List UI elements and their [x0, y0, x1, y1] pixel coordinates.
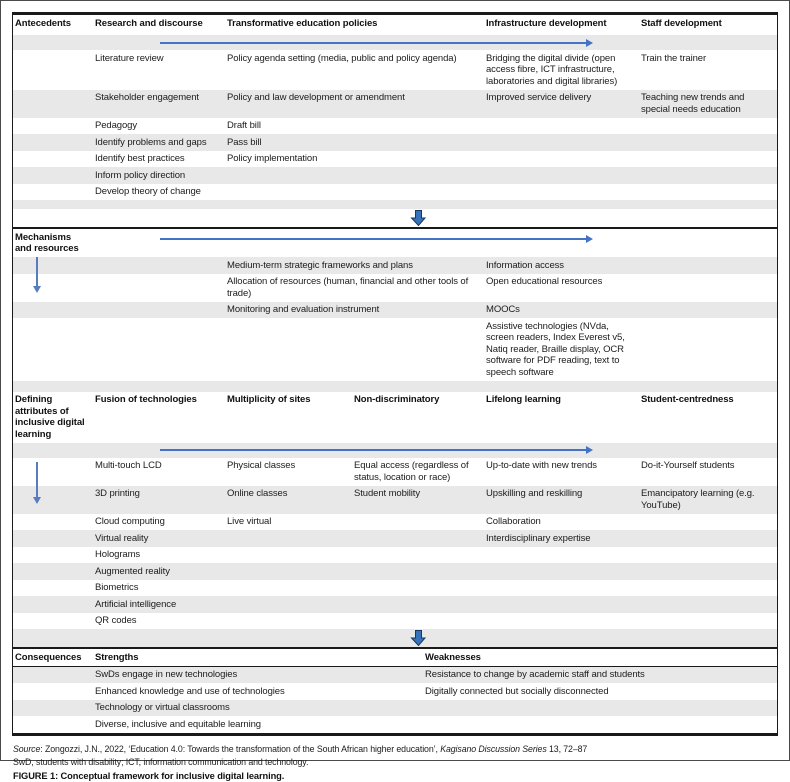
- arrow-right-icon: [160, 42, 587, 44]
- section-defining-attributes: [13, 392, 777, 648]
- section-antecedents: [13, 15, 777, 227]
- block-arrow-down-icon: [411, 630, 426, 646]
- table-cell: Artificial intelligence: [93, 596, 225, 613]
- table-cell: Digitally connected but socially disconnected: [423, 683, 776, 700]
- table-cell: Bridging the digital divide (open access fibre, ICT infrastructure, laboratories and digital libraries): [484, 50, 639, 90]
- table-cell: Biometrics: [93, 580, 225, 597]
- table-cell: Augmented reality: [93, 563, 225, 580]
- table-row: [13, 151, 777, 168]
- table-cell: Cloud computing: [93, 514, 225, 531]
- column-header-weaknesses: Weaknesses: [423, 649, 776, 666]
- table-cell: Monitoring and evaluation instrument: [225, 302, 484, 319]
- section-mechanisms-and-resources: [13, 227, 777, 392]
- arrow-down-icon: [36, 462, 38, 498]
- table-cell: Upskilling and reskilling: [484, 486, 639, 503]
- column-header-strengths: Strengths: [93, 649, 423, 666]
- table-row: [13, 318, 777, 381]
- header-row-mechanisms: [13, 229, 777, 257]
- table-cell: Up-to-date with new trends: [484, 458, 639, 475]
- table-cell: Identify problems and gaps: [93, 134, 225, 151]
- table-row: [13, 274, 777, 302]
- table-row: [13, 118, 777, 135]
- column-header-staff-development: Staff development: [639, 15, 776, 32]
- table-cell: Live virtual: [225, 514, 352, 531]
- source-text: : Zongozzi, J.N., 2022, ‘Education 4.0: Towards the transformation of the South African higher education’,: [40, 744, 440, 754]
- table-row: [13, 700, 777, 717]
- column-header-fusion-of-technologies: Fusion of technologies: [93, 392, 225, 409]
- table-cell: Policy implementation: [225, 151, 484, 168]
- table-row: [13, 50, 777, 90]
- arrow-down-icon: [36, 257, 38, 287]
- table-row: [13, 486, 777, 514]
- table-cell: MOOCs: [484, 302, 639, 319]
- table-row: [13, 167, 777, 184]
- table-cell: Allocation of resources (human, financial and other tools of trade): [225, 274, 484, 302]
- figure-caption-label: FIGURE 1:: [13, 771, 58, 781]
- table-cell: Pedagogy: [93, 118, 225, 135]
- row-label-antecedents: Antecedents: [13, 15, 93, 32]
- flow-down-row: [13, 209, 777, 227]
- table-row: [13, 134, 777, 151]
- header-row-defining-attributes: [13, 392, 777, 443]
- table-cell: Equal access (regardless of status, location or race): [352, 458, 484, 486]
- table-cell: Emancipatory learning (e.g. YouTube): [639, 486, 776, 514]
- table-cell: Interdisciplinary expertise: [484, 530, 639, 547]
- table-row: [13, 547, 777, 564]
- table-cell: Policy and law development or amendment: [225, 90, 484, 107]
- spacer-row: [13, 381, 777, 392]
- source-series-title: Kagisano Discussion Series: [440, 744, 546, 754]
- arrow-right-icon: [160, 238, 587, 240]
- column-header-transformative-education-policies: Transformative education policies: [225, 15, 484, 32]
- table-cell: Pass bill: [225, 134, 484, 151]
- table-row: [13, 90, 777, 118]
- table-cell: Literature review: [93, 50, 225, 67]
- table-cell: Online classes: [225, 486, 352, 503]
- figure-footer: [13, 744, 777, 782]
- table-cell: Assistive technologies (NVda, screen readers, Index Everest v5, Natiq reader, Braille display, OCR software for PDF reading, text to speech software: [484, 318, 639, 381]
- table-cell: Teaching new trends and special needs education: [639, 90, 776, 118]
- column-header-infrastructure-development: Infrastructure development: [484, 15, 639, 32]
- column-header-multiplicity-of-sites: Multiplicity of sites: [225, 392, 352, 409]
- column-header-research-and-discourse: Research and discourse: [93, 15, 225, 32]
- table-row: [13, 716, 777, 733]
- arrow-right-icon: [160, 449, 587, 451]
- figure-caption: [13, 771, 777, 782]
- table-cell: QR codes: [93, 613, 225, 630]
- header-row-consequences: [13, 649, 777, 667]
- table-cell: 3D printing: [93, 486, 225, 503]
- table-cell: Inform policy direction: [93, 167, 225, 184]
- figure-caption-text: Conceptual framework for inclusive digital learning.: [58, 771, 284, 781]
- column-header-lifelong-learning: Lifelong learning: [484, 392, 639, 409]
- column-header-student-centredness: Student-centredness: [639, 392, 776, 409]
- table-row: [13, 580, 777, 597]
- row-label-defining-attributes: Defining attributes of inclusive digital learning: [13, 392, 93, 443]
- table-cell: Develop theory of change: [93, 184, 225, 201]
- table-cell: Physical classes: [225, 458, 352, 475]
- table-cell: Collaboration: [484, 514, 639, 531]
- flow-arrow-row: [13, 443, 777, 458]
- table-cell: Technology or virtual classrooms: [93, 700, 423, 717]
- table-row: [13, 514, 777, 531]
- table-row: [13, 184, 777, 201]
- flow-arrow-row: [13, 35, 777, 50]
- table-row: [13, 683, 777, 700]
- table-cell: Diverse, inclusive and equitable learning: [93, 716, 423, 733]
- table-cell: Identify best practices: [93, 151, 225, 168]
- table-row: [13, 563, 777, 580]
- table-cell: Information access: [484, 257, 639, 274]
- table-cell: Multi-touch LCD: [93, 458, 225, 475]
- table-cell: Stakeholder engagement: [93, 90, 225, 107]
- section-consequences: [13, 647, 777, 733]
- abbreviation-note: SwD, students with disability; ICT, information communication and technology.: [13, 757, 777, 768]
- block-arrow-down-icon: [411, 210, 426, 226]
- column-header-non-discriminatory: Non-discriminatory: [352, 392, 484, 409]
- table-cell: Student mobility: [352, 486, 484, 503]
- table-cell: SwDs engage in new technologies: [93, 667, 423, 684]
- table-row: [13, 302, 777, 319]
- table-row: [13, 257, 777, 274]
- framework-table: [12, 12, 778, 736]
- table-cell: Train the trainer: [639, 50, 776, 67]
- table-row: [13, 596, 777, 613]
- table-row: [13, 458, 777, 486]
- table-cell: Open educational resources: [484, 274, 639, 291]
- source-pages: 13, 72–87: [547, 744, 588, 754]
- row-label-consequences: Consequences: [13, 649, 93, 666]
- table-row: [13, 613, 777, 630]
- table-row: [13, 667, 777, 684]
- table-cell: Resistance to change by academic staff and students: [423, 667, 776, 684]
- table-cell: Holograms: [93, 547, 225, 564]
- table-cell: Improved service delivery: [484, 90, 639, 107]
- spacer-row: [13, 200, 777, 209]
- table-cell: Policy agenda setting (media, public and policy agenda): [225, 50, 484, 67]
- table-row: [13, 530, 777, 547]
- header-row-antecedents: [13, 15, 777, 35]
- table-cell: Enhanced knowledge and use of technologies: [93, 683, 423, 700]
- source-label: Source: [13, 744, 40, 754]
- table-cell: Virtual reality: [93, 530, 225, 547]
- row-label-mechanisms-and-resources: Mechanisms and resources: [13, 229, 93, 257]
- table-cell: Medium-term strategic frameworks and plans: [225, 257, 484, 274]
- table-cell: Draft bill: [225, 118, 484, 135]
- flow-down-row: [13, 629, 777, 647]
- source-note: [13, 744, 777, 755]
- table-cell: Do-it-Yourself students: [639, 458, 776, 475]
